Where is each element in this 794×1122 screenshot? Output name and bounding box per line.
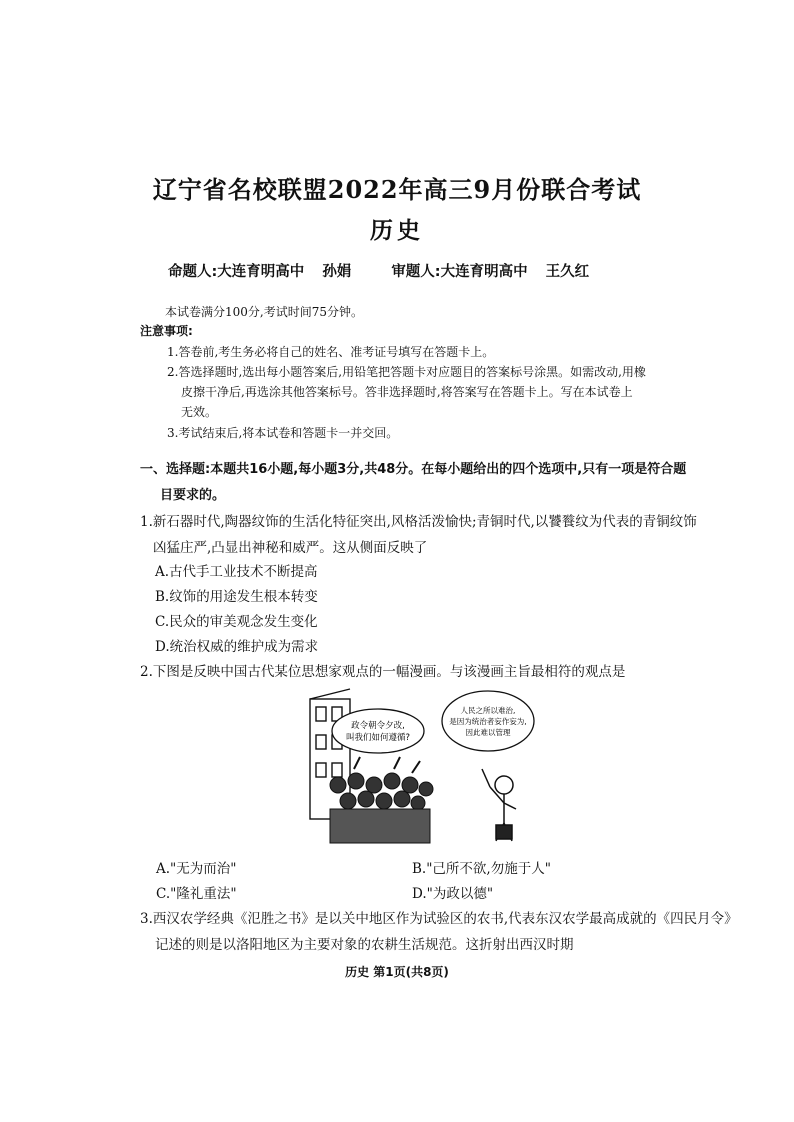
right-bubble-line3: 因此难以管理 xyxy=(465,728,511,737)
left-bubble-line2: 叫我们如何遵循? xyxy=(345,733,411,743)
q1-option-c: C.民众的审美观念发生变化 xyxy=(155,614,318,630)
authors-line xyxy=(168,260,607,281)
note-1: 1.答卷前,考生务必将自己的姓名、准考证号填写在答题卡上。 xyxy=(167,345,495,359)
q3-stem-line2: 记述的则是以洛阳地区为主要对象的农耕生活规范。这折射出西汉时期 xyxy=(155,937,574,953)
q2-option-a: A."无为而治" xyxy=(156,861,237,877)
section-heading-line2: 目要求的。 xyxy=(160,488,226,503)
left-bubble-line1: 政令朝令夕改, xyxy=(351,721,405,731)
note-2-line2: 皮擦干净后,再选涂其他答案标号。答非选择题时,将答案写在答题卡上。写在本试卷上 xyxy=(181,385,633,399)
crowd-drawing xyxy=(330,757,433,843)
notes-heading: 注意事项: xyxy=(140,324,193,338)
q1-stem-line1: 1.新石器时代,陶器纹饰的生活化特征突出,风格活泼愉快;青铜时代,以饕餮纹为代表的青铜纹饰 xyxy=(140,514,697,530)
left-speech-bubble xyxy=(332,709,424,753)
right-bubble-line2: 是因为统治者妄作妄为, xyxy=(449,717,527,726)
exam-title: 辽宁省名校联盟2022年高三9月份联合考试 xyxy=(152,175,642,204)
q1-option-a: A.古代手工业技术不断提高 xyxy=(155,564,318,580)
cartoon-image xyxy=(308,685,536,847)
q2-option-d: D."为政以德" xyxy=(412,886,494,902)
q1-option-d: D.统治权威的维护成为需求 xyxy=(155,639,319,655)
thinker-figure-drawing xyxy=(482,769,516,841)
reviewer-name: 王久红 xyxy=(545,264,590,280)
q3-stem-line1: 3.西汉农学经典《氾胜之书》是以关中地区作为试验区的农书,代表东汉农学最高成就的《四民月令》 xyxy=(140,911,738,927)
q1-stem-line2: 凶猛庄严,凸显出神秘和威严。这从侧面反映了 xyxy=(153,540,428,556)
proposer-name: 孙娟 xyxy=(322,264,352,280)
q2-option-c: C."隆礼重法" xyxy=(156,886,237,902)
q2-option-b: B."己所不欲,勿施于人" xyxy=(412,861,551,877)
note-2-line1: 2.答选择题时,选出每小题答案后,用铅笔把答题卡对应题目的答案标号涂黑。如需改动,用橡 xyxy=(167,365,646,379)
proposer-label: 命题人:大连育明高中 xyxy=(168,264,305,280)
intro-text: 本试卷满分100分,考试时间75分钟。 xyxy=(165,305,363,319)
cartoon-drawing xyxy=(308,685,536,847)
subject-title: 历史 xyxy=(370,217,424,244)
q1-option-b: B.纹饰的用途发生根本转变 xyxy=(155,589,318,605)
section-heading-line1: 一、选择题:本题共16小题,每小题3分,共48分。在每小题给出的四个选项中,只有一项是符合题 xyxy=(140,462,687,477)
right-bubble-line1: 人民之所以难治, xyxy=(460,706,516,715)
note-2-line3: 无效。 xyxy=(181,405,218,419)
note-3: 3.考试结束后,将本试卷和答题卡一并交回。 xyxy=(167,426,399,440)
reviewer-label: 审题人:大连育明高中 xyxy=(391,264,528,280)
q2-stem: 2.下图是反映中国古代某位思想家观点的一幅漫画。与该漫画主旨最相符的观点是 xyxy=(140,664,626,680)
page-footer: 历史 第1页(共8页) xyxy=(345,965,449,979)
